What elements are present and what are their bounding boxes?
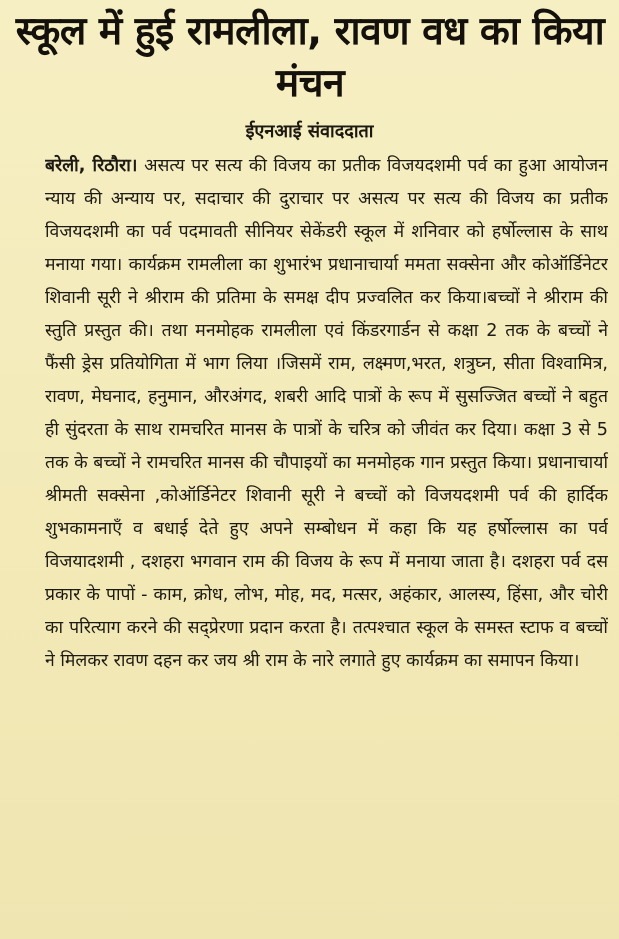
article-dateline: बरेली, रिठौरा।: [45, 156, 138, 176]
article-byline: ईएनआई संवाददाता: [245, 121, 374, 142]
article-headline: स्कूल में हुई रामलीला, रावण वध का किया मंचन: [15, 9, 605, 106]
article-body: [45, 150, 608, 930]
article-body-text: असत्य पर सत्य की विजय का प्रतीक विजयदशमी पर्व का हुआ आयोजन न्याय की अन्याय पर, सदाचार की दुराचार पर असत्य पर सत्य की विजय का प्रतीक विजयदशमी का पर्व पदमावती सीनियर सेकेंडरी स्कूल में शनिवार को हर्षोल्लास के साथ मनाया गया। कार्यक्रम रामलीला का शुभारंभ प्रधानाचार्या ममता सक्सेना और कोऑर्डिनेटर शिवानी सूरी ने श्रीराम की प्रतिमा के समक्ष दीप प्रज्वलित कर किया।बच्चों ने श्रीराम की स्तुति प्रस्तुत की। तथा मनमोहक रामलीला एवं किंडरगार्डन से कक्षा 2 तक के बच्चों ने फैंसी ड्रेस प्रतियोगिता में भाग लिया ।जिसमें राम, लक्ष्मण,भरत, शत्रुघ्न, सीता विश्वामित्र, रावण, मेघनाद, हनुमान, औरअंगद, शबरी आदि पात्रों के रूप में सुसज्जित बच्चों ने बहुत ही सुंदरता के साथ रामचरित मानस के पात्रों के चरित्र को जीवंत कर दिया। कक्षा 3 से 5 तक के बच्चों ने रामचरित मानस की चौपाइयों का मनमोहक गान प्रस्तुत किया। प्रधानाचार्या श्रीमती सक्सेना ,कोऑर्डिनेटर शिवानी सूरी ने बच्चों को विजयदशमी पर्व की हार्दिक शुभकामनाएँ व बधाई देते हुए अपने सम्बोधन में कहा कि यह हर्षोल्लास का पर्व विजयादशमी , दशहरा भगवान राम की विजय के रूप में मनाया जाता है। दशहरा पर्व दस प्रकार के पापों - काम, क्रोध, लोभ, मोह, मद, मत्सर, अहंकार, आलस्य, हिंसा, और चोरी का परित्याग करने की सद्प्रेरणा प्रदान करता है। तत्पश्चात स्कूल के समस्त स्टाफ व बच्चों ने मिलकर रावण दहन कर जय श्री राम के नारे लगाते हुए कार्यक्रम का समापन किया।: [45, 156, 608, 671]
